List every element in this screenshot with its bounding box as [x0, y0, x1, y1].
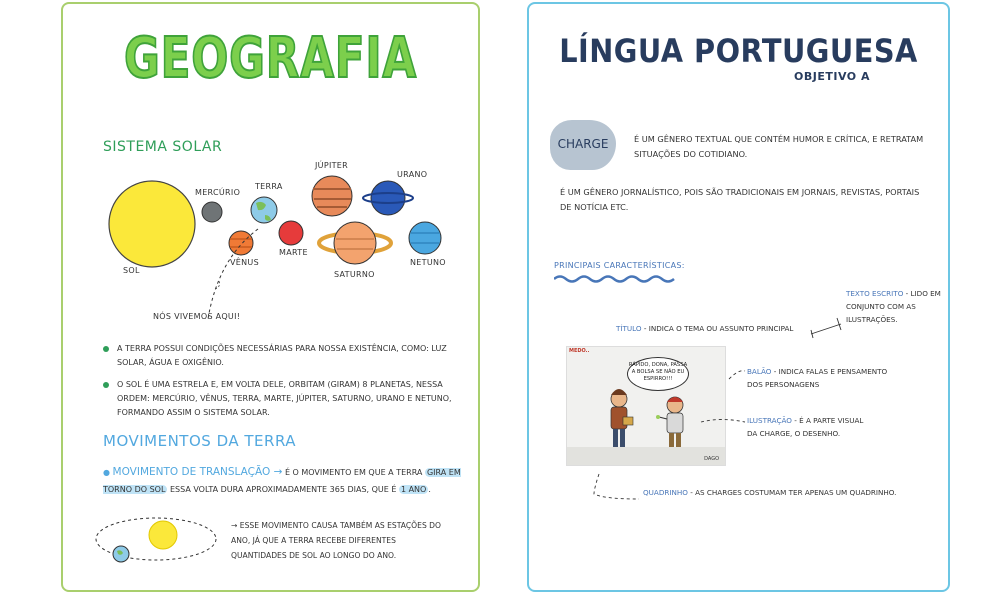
orbit-sun: [149, 521, 177, 549]
caption-value: - INDICA FALAS E PENSAMENTO DOS PERSONAGENS: [747, 367, 888, 389]
bullet-item: A TERRA POSSUI CONDIÇÕES NECESSÁRIAS PARA NOSSA EXISTÊNCIA, COMO: LUZ SOLAR, ÁGUA E OXIGÊNIO.: [103, 342, 453, 370]
caption-key: TEXTO ESCRITO: [846, 289, 904, 298]
translacao-text-a: É O MOVIMENTO EM QUE A TERRA: [284, 468, 423, 477]
charge-label: CHARGE: [557, 137, 609, 151]
highlight-ano: 1 ANO: [400, 485, 427, 494]
translacao-text-b: ESSA VOLTA DURA APROXIMADAMENTE 365 DIAS, QUE É: [169, 485, 397, 494]
venus: [229, 231, 253, 255]
translacao-end: .: [428, 485, 431, 494]
translacao-paragraph: ● MOVIMENTO DE TRANSLAÇÃO → É O MOVIMENTO EM QUE A TERRA GIRA EM TORNO DO SOL ESSA VOLTA DURA APROXIMADAMENTE 365 DIAS, QUE É 1 ANO .: [103, 466, 461, 494]
cartoon-title: MEDO..: [569, 348, 590, 354]
solar-system-illustration: [103, 159, 463, 324]
speech-bubble: RÁPIDO, DONA, PASSA A BOLSA SE NÃO EU ESPIRRO!!!: [627, 357, 689, 391]
estacoes-note: → ESSE MOVIMENTO CAUSA TAMBÉM AS ESTAÇÕES DO ANO, JÁ QUE A TERRA RECEBE DIFERENTES QUANTIDADES DE SOL AO LONGO DO ANO.: [231, 521, 442, 560]
label-marte: MARTE: [279, 248, 308, 257]
label-netuno: NETUNO: [410, 258, 446, 267]
label-nos-vivemos-aqui: NÓS VIVEMOS AQUI!: [153, 312, 241, 321]
label-mercurio: MERCÚRIO: [195, 188, 241, 197]
label-jupiter: JÚPITER: [315, 161, 348, 170]
jupiter: [312, 176, 352, 216]
cartoon-signature: DAGO: [704, 456, 719, 462]
uranus: [371, 181, 405, 215]
caracteristicas-heading: PRINCIPAIS CARACTERÍSTICAS:: [554, 261, 685, 270]
label-venus: VÊNUS: [230, 258, 259, 267]
geografia-page: [61, 2, 480, 592]
solar-bullets: [103, 342, 453, 428]
caption-value: - INDICA O TEMA OU ASSUNTO PRINCIPAL: [643, 324, 794, 333]
caption-value: - AS CHARGES COSTUMAM TER APENAS UM QUADRINHO.: [690, 488, 897, 497]
saturn: [334, 222, 376, 264]
caption-key: TÍTULO: [616, 324, 642, 333]
sistema-solar-heading: SISTEMA SOLAR: [103, 139, 223, 155]
orbit-illustration: [91, 510, 221, 570]
geografia-title: GEOGRAFIA: [123, 26, 418, 91]
lp-title: LÍNGUA PORTUGUESA: [559, 32, 918, 70]
label-terra: TERRA: [255, 182, 283, 191]
caption-key: QUADRINHO: [643, 488, 688, 497]
highlight-gira: GIRA EM TORNO DO SOL: [103, 468, 461, 494]
neptune: [409, 222, 441, 254]
annotation-arrows: [529, 4, 952, 594]
label-urano: URANO: [397, 170, 428, 179]
charge-definition-1: É UM GÊNERO TEXTUAL QUE CONTÉM HUMOR E CRÍTICA, E RETRATAM SITUAÇÕES DO COTIDIANO.: [634, 134, 924, 159]
lp-subtitle: OBJETIVO A: [794, 70, 870, 83]
caption-value: - LIDO EM CONJUNTO COM AS ILUSTRAÇÕES.: [846, 289, 941, 324]
sun: [109, 181, 195, 267]
translacao-lead: MOVIMENTO DE TRANSLAÇÃO →: [112, 466, 283, 478]
mars: [279, 221, 303, 245]
caption-key: ILUSTRAÇÃO: [747, 416, 792, 425]
earth: [251, 197, 277, 223]
bullet-item: O SOL É UMA ESTRELA E, EM VOLTA DELE, ORBITAM (GIRAM) 8 PLANETAS, NESSA ORDEM: MERCÚRIO, VÊNUS, TERRA, MARTE, JÚPITER, SATURNO, URANO E NETUNO, FORMANDO ASSIM O SISTEMA SOLAR.: [103, 378, 453, 420]
label-sol: SOL: [123, 266, 140, 275]
label-saturno: SATURNO: [334, 270, 375, 279]
caption-key: BALÃO: [747, 367, 772, 376]
charge-definition-2: É UM GÊNERO JORNALÍSTICO, POIS SÃO TRADICIONAIS EM JORNAIS, REVISTAS, PORTAIS DE NOTÍCIA ETC.: [560, 187, 920, 212]
caption-value: - É A PARTE VISUAL DA CHARGE, O DESENHO.: [747, 416, 864, 438]
mercury: [202, 202, 222, 222]
movimentos-heading: MOVIMENTOS DA TERRA: [103, 432, 297, 450]
lingua-portuguesa-page: [527, 2, 950, 592]
